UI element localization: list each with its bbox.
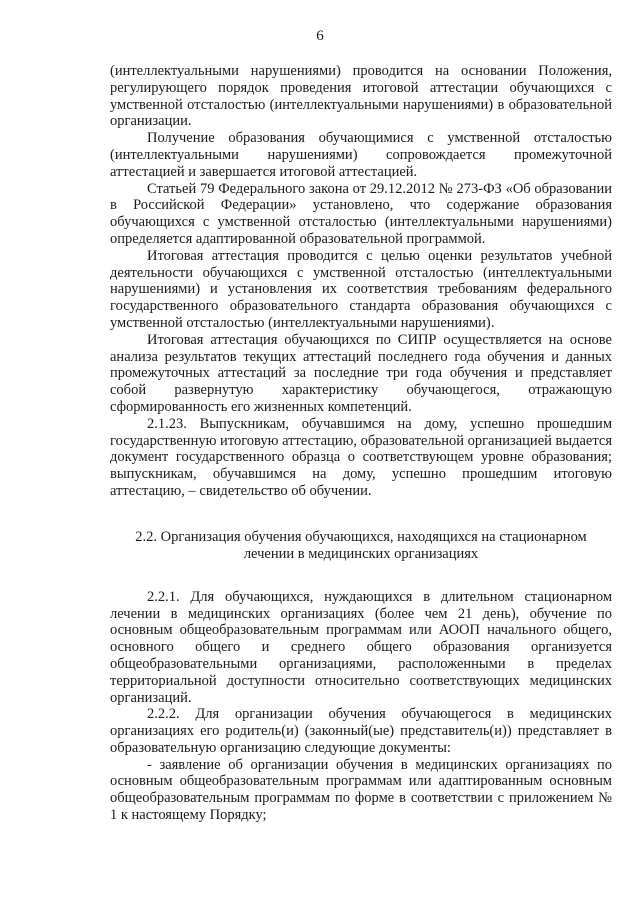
section-heading-line-1: 2.2. Организация обучения обучающихся, находящихся на стационарном: [135, 528, 587, 545]
section-heading-2-2: [110, 529, 612, 563]
list-item-application: - заявление об организации обучения в медицинских организациях по основным общеобразовательным программам или адаптированным основным общеобразовательным программам по форме в соответствии с приложением № 1 к настоящему Порядку;: [110, 756, 612, 824]
paragraph-2-2-2: 2.2.2. Для организации обучения обучающегося в медицинских организациях его родитель(и) (законный(ые) представитель(и)) представляет в образовательную организацию следующие документы:: [110, 706, 612, 756]
paragraph-final-attestation-purpose: Итоговая аттестация проводится с целью оценки результатов учебной деятельности обучающихся с умственной отсталостью (интеллектуальными нарушениями) и установления их соответствия требованиям федерального государственного образовательного стандарта образования обучающихся с умственной отсталостью (интеллектуальными нарушениями).: [110, 247, 612, 331]
section-heading-line-2: лечении в медицинских организациях: [243, 545, 479, 562]
page-number: 6: [316, 28, 324, 44]
paragraph-continuation: (интеллектуальными нарушениями) проводится на основании Положения, регулирующего порядок проведения итоговой аттестации обучающихся с умственной отсталостью (интеллектуальными нарушениями) в образовательной организации.: [110, 63, 612, 130]
paragraph-education-attestation: Получение образования обучающимися с умственной отсталостью (интеллектуальными нарушениями) сопровождается промежуточной аттестацией и завершается итоговой аттестацией.: [110, 130, 612, 180]
document-body: [110, 63, 612, 824]
paragraph-2-2-1: 2.2.1. Для обучающихся, нуждающихся в длительном стационарном лечении в медицинских организациях (более чем 21 день), обучение по основным общеобразовательным программам или АООП начального общего, основного общего и среднего общего образования организуется общеобразовательными организациями, расположенными в пределах территориальной доступности относительно соответствующих медицинских организаций.: [110, 588, 612, 706]
paragraph-2-1-23: 2.1.23. Выпускникам, обучавшимся на дому, успешно прошедшим государственную итоговую аттестацию, образовательной организацией выдается документ государственного образца о соответствующем уровне образования; выпускникам, обучавшимся на дому, успешно прошедшим итоговую аттестацию, – свидетельство об обучении.: [110, 415, 612, 499]
paragraph-sipr-attestation: Итоговая аттестация обучающихся по СИПР осуществляется на основе анализа результатов текущих аттестаций последнего года обучения и данных промежуточных аттестаций за последние три года обучения и представляет собой развернутую характеристику обучающегося, отражающую сформированность его жизненных компетенций.: [110, 331, 612, 415]
paragraph-federal-law: Статьей 79 Федерального закона от 29.12.2012 № 273-ФЗ «Об образовании в Российской Федерации» установлено, что содержание образования обучающихся с умственной отсталостью (интеллектуальными нарушениями) определяется адаптированной образовательной программой.: [110, 180, 612, 247]
